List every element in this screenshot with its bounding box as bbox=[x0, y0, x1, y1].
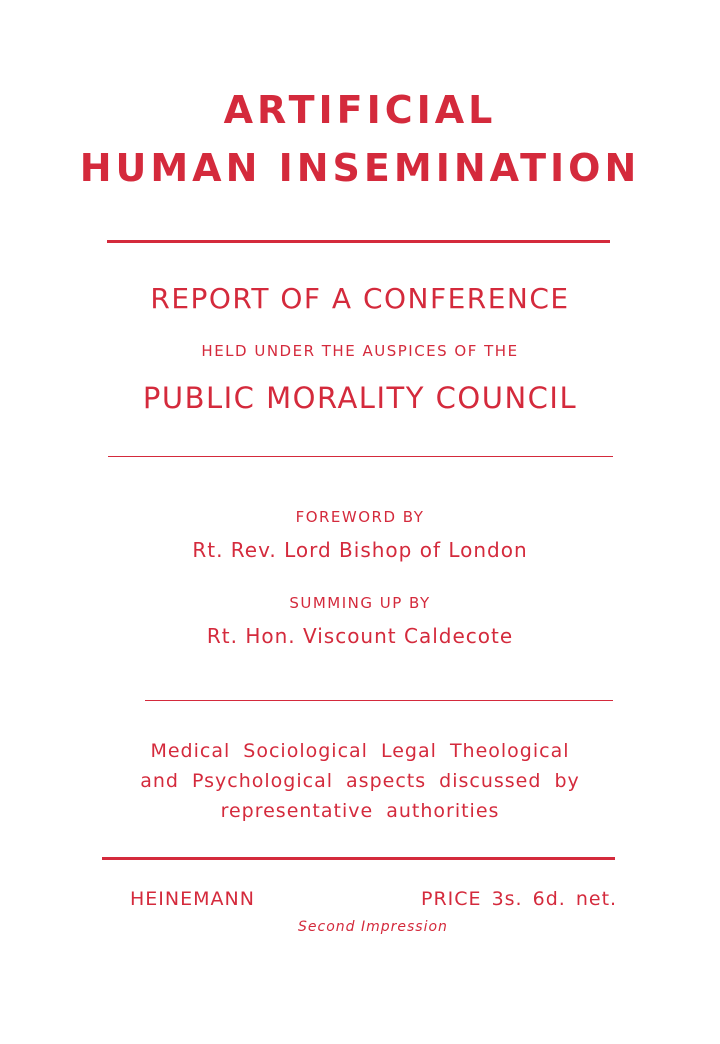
foreword-author: Rt. Rev. Lord Bishop of London bbox=[192, 538, 528, 562]
aspects-line-3: representative authorities bbox=[220, 800, 500, 822]
aspects-line-1: Medical Sociological Legal Theological bbox=[150, 740, 570, 762]
report-heading: REPORT OF A CONFERENCE bbox=[150, 282, 570, 315]
auspices-line: HELD UNDER THE AUSPICES OF THE bbox=[201, 342, 519, 360]
summing-up-author: Rt. Hon. Viscount Caldecote bbox=[206, 624, 514, 648]
council-name: PUBLIC MORALITY COUNCIL bbox=[142, 381, 578, 415]
price-label: PRICE 3s. 6d. net. bbox=[421, 888, 618, 910]
council-divider bbox=[108, 456, 613, 457]
title-divider bbox=[107, 240, 610, 243]
publisher-name: HEINEMANN bbox=[130, 888, 255, 910]
contributors-divider bbox=[145, 700, 613, 701]
title-line-2: HUMAN INSEMINATION bbox=[79, 146, 641, 190]
footer-divider bbox=[102, 857, 615, 860]
title-line-1: ARTIFICIAL bbox=[223, 88, 497, 132]
impression-note: Second Impression bbox=[298, 919, 448, 935]
foreword-label: FOREWORD BY bbox=[295, 508, 425, 526]
aspects-line-2: and Psychological aspects discussed by bbox=[140, 770, 580, 792]
summing-up-label: SUMMING UP BY bbox=[289, 594, 431, 612]
